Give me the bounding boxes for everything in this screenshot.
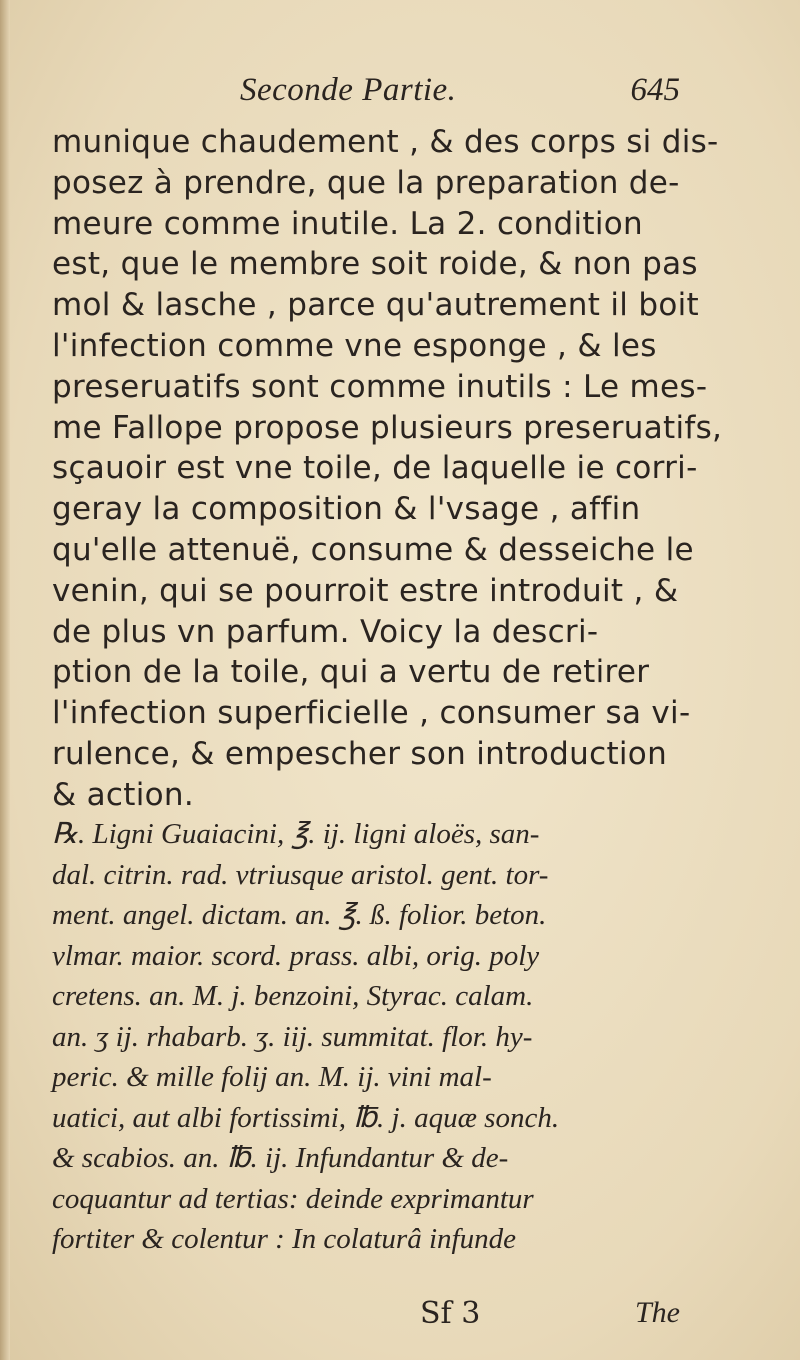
text-line: me Fallope propose plusieurs preseruatifs,	[52, 409, 723, 446]
text-line: l'infection superficielle , consumer sa vi-	[52, 695, 691, 732]
page-footer	[60, 1296, 680, 1340]
recipe-line: ℞. Ligni Guaiacini, ℥. ij. ligni aloës, san-	[52, 818, 540, 850]
recipe-line: vlmar. maior. scord. prass. albi, orig. poly	[52, 939, 540, 972]
recipe-line: fortiter & colentur : In colaturâ infunde	[52, 1223, 516, 1255]
catchword: The	[635, 1296, 680, 1329]
recipe-line: peric. & mille folij an. M. ij. vini mal-	[52, 1061, 492, 1093]
recipe-line: an. ʒ ij. rhabarb. ʒ. iij. summitat. flor. hy-	[52, 1020, 533, 1053]
signature-mark: Sf 3	[420, 1296, 481, 1331]
recipe-line: coquantur ad tertias: deinde exprimantur	[52, 1182, 534, 1215]
text-line: est, que le membre soit roide, & non pas	[52, 246, 698, 283]
page-gutter	[0, 0, 10, 1360]
text-line: preseruatifs sont comme inutils : Le mes-	[52, 368, 708, 405]
text-line: ption de la toile, qui a vertu de retirer	[52, 654, 650, 691]
recipe-line: uatici, aut albi fortissimi, ℔. j. aquæ sonch.	[52, 1101, 560, 1134]
text-line: qu'elle attenuë, consume & desseiche le	[52, 531, 694, 568]
recipe-line: & scabios. an. ℔. ij. Infundantur & de-	[52, 1142, 509, 1174]
text-line: & action.	[52, 776, 195, 813]
text-line: geray la composition & l'vsage , affin	[52, 491, 641, 528]
recipe-line: dal. citrin. rad. vtriusque aristol. gent. tor-	[52, 858, 549, 891]
recipe-line: ment. angel. dictam. an. ℥. ß. folior. beton.	[52, 899, 547, 931]
text-line: sçauoir est vne toile, de laquelle ie corri-	[52, 450, 698, 487]
text-line: l'infection comme vne esponge , & les	[52, 327, 657, 364]
body-text	[52, 122, 723, 816]
text-line: de plus vn parfum. Voicy la descri-	[52, 613, 599, 650]
page-header	[60, 72, 680, 120]
recipe-line: cretens. an. M. j. benzoini, Styrac. calam.	[52, 980, 534, 1012]
running-title: Seconde Partie.	[240, 72, 457, 108]
text-line: posez à prendre, que la preparation de-	[52, 164, 680, 201]
text-line: meure comme inutile. La 2. condition	[52, 205, 643, 242]
text-line: mol & lasche , parce qu'autrement il boit	[52, 287, 699, 324]
text-line: venin, qui se pourroit estre introduit , &	[52, 572, 679, 609]
recipe-block	[52, 814, 682, 1260]
page-number: 645	[630, 72, 680, 108]
text-line: munique chaudement , & des corps si dis-	[52, 124, 719, 160]
text-line: rulence, & empescher son introduction	[52, 735, 668, 772]
